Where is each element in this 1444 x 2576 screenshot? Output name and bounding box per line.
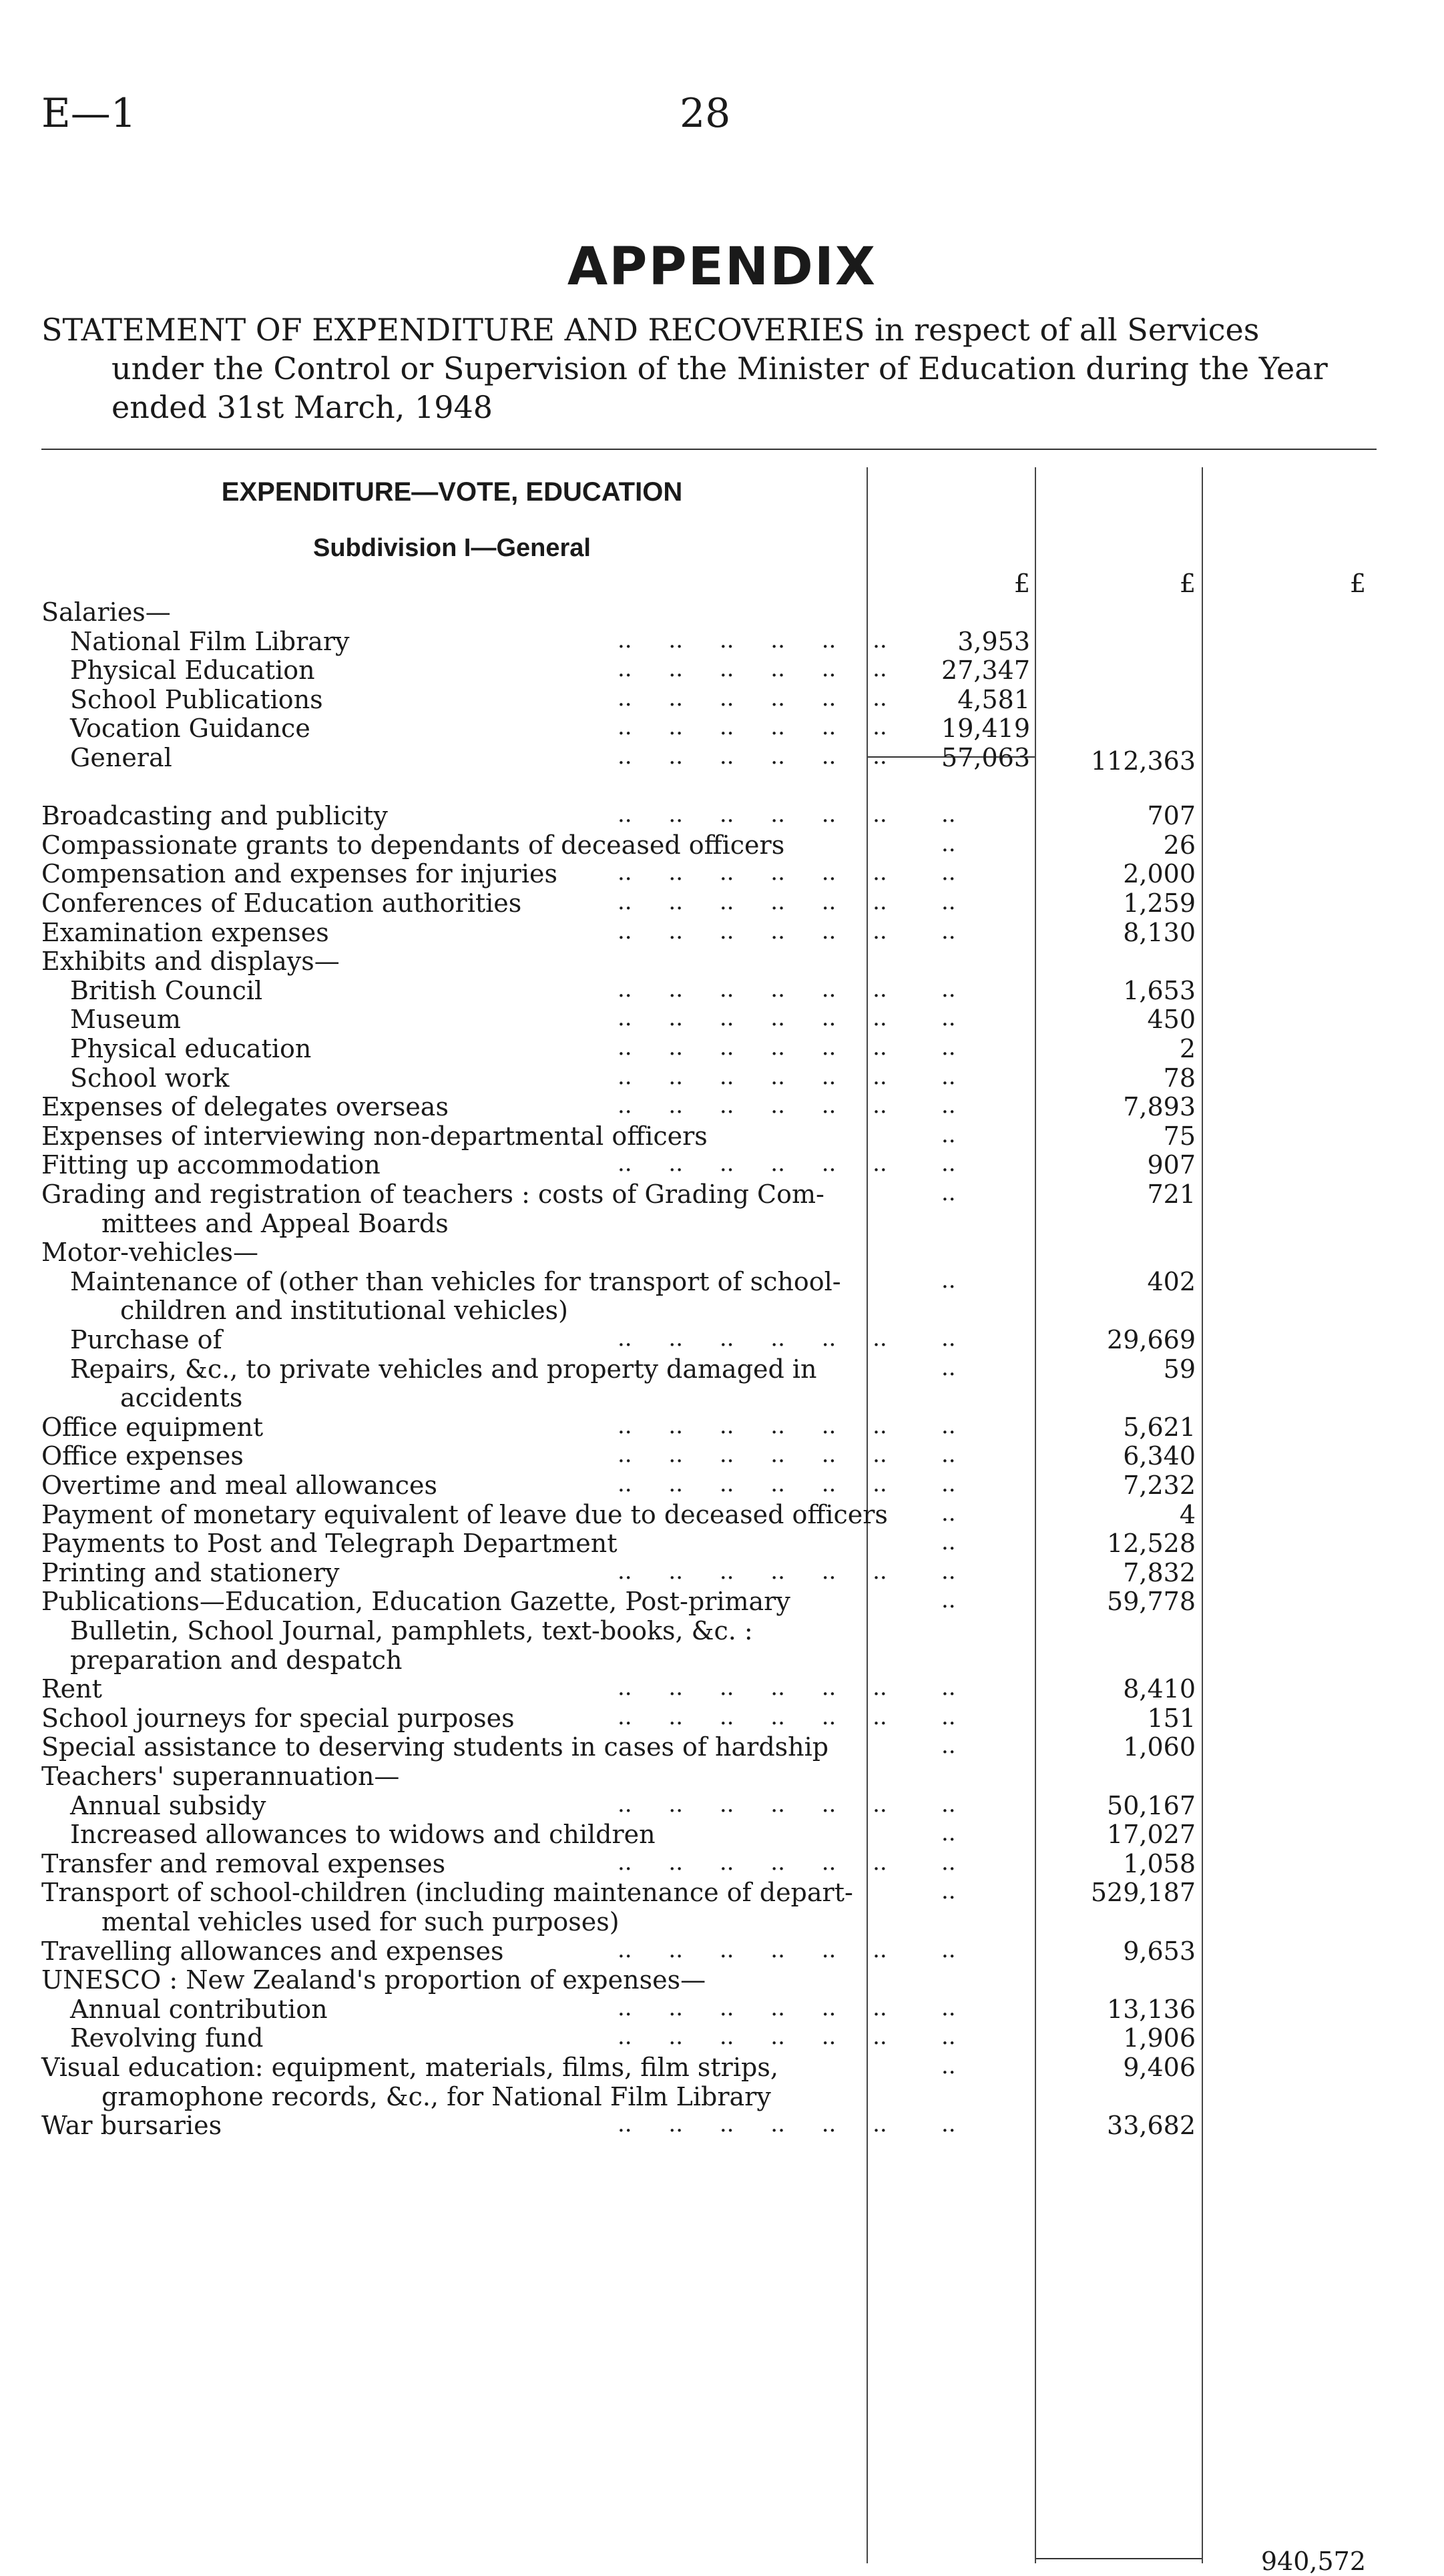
leader-dots: .. .. .. .. .. .. — [618, 656, 887, 682]
table-row — [0, 1354, 1444, 1384]
nil-marker: .. — [941, 888, 956, 915]
section-title: EXPENDITURE—VOTE, EDUCATION — [221, 477, 683, 507]
table-row — [0, 947, 1444, 976]
row-label: War bursaries — [41, 2111, 222, 2140]
table-row — [0, 1238, 1444, 1267]
row-label: Office equipment — [41, 1412, 264, 1442]
nil-marker: .. — [941, 976, 956, 1003]
leader-dots: .. .. .. .. .. .. — [618, 685, 887, 712]
statement-line-2: under the Control or Supervision of the Minister of Education during the Year — [111, 350, 1328, 387]
table-row — [0, 1587, 1444, 1616]
row-label: Examination expenses — [41, 918, 329, 947]
table-row — [0, 1005, 1444, 1034]
table-row — [0, 1645, 1444, 1675]
row-amount: 59 — [1163, 1354, 1196, 1384]
table-row — [0, 1558, 1444, 1587]
leader-dots: .. .. .. .. .. .. — [618, 1092, 887, 1119]
row-label: Payments to Post and Telegraph Department — [41, 1529, 618, 1558]
appendix-title: APPENDIX — [567, 237, 877, 297]
row-label: gramophone records, &c., for National Film Library — [101, 2082, 771, 2111]
nil-marker: .. — [941, 1180, 956, 1206]
table-row — [0, 1471, 1444, 1500]
table-row — [0, 1674, 1444, 1704]
table-row — [0, 1937, 1444, 1966]
table-row — [0, 1995, 1444, 2024]
row-amount: 29,669 — [1107, 1325, 1196, 1354]
nil-marker: .. — [941, 1937, 956, 1963]
row-amount: 78 — [1163, 1063, 1196, 1093]
row-label: Special assistance to deserving students in cases of hardship — [41, 1732, 829, 1762]
leader-dots: .. .. .. .. .. .. — [618, 1005, 887, 1031]
table-row — [0, 1616, 1444, 1645]
nil-marker: .. — [941, 1267, 956, 1294]
row-label: Expenses of delegates overseas — [41, 1092, 449, 1121]
nil-marker: .. — [941, 1849, 956, 1876]
row-label: Conferences of Education authorities — [41, 888, 522, 918]
row-label: British Council — [70, 976, 263, 1005]
leader-dots: .. .. .. .. .. .. — [618, 1063, 887, 1090]
leader-dots: .. .. .. .. .. .. — [618, 627, 887, 654]
table-row — [0, 1500, 1444, 1529]
nil-marker: .. — [941, 918, 956, 945]
row-amount: 50,167 — [1107, 1791, 1196, 1820]
row-label: children and institutional vehicles) — [120, 1296, 568, 1325]
row-label: National Film Library — [70, 627, 350, 656]
table-row — [0, 830, 1444, 860]
row-amount: 7,832 — [1123, 1558, 1196, 1587]
row-label: Office expenses — [41, 1441, 244, 1471]
leader-dots: .. .. .. .. .. .. — [618, 1441, 887, 1468]
row-amount: 27,347 — [941, 656, 1030, 685]
currency-header-col1: £ — [1013, 569, 1030, 598]
statement-line-1: STATEMENT OF EXPENDITURE AND RECOVERIES in respect of all Services — [41, 312, 1260, 348]
row-amount: 4 — [1179, 1500, 1196, 1529]
row-label: Annual subsidy — [70, 1791, 266, 1820]
page-number: 28 — [680, 90, 731, 137]
table-row — [0, 1849, 1444, 1878]
table-row — [0, 772, 1444, 802]
currency-header-col2: £ — [1179, 569, 1196, 598]
row-label: Publications—Education, Education Gazette, Post-primary — [41, 1587, 790, 1616]
nil-marker: .. — [941, 1441, 956, 1468]
row-amount: 8,410 — [1123, 1674, 1196, 1704]
table-row — [0, 1762, 1444, 1791]
leader-dots: .. .. .. .. .. .. — [618, 1325, 887, 1352]
salaries-total: 112,363 — [1090, 746, 1196, 776]
nil-marker: .. — [941, 2053, 956, 2079]
row-label: Overtime and meal allowances — [41, 1471, 438, 1500]
nil-marker: .. — [941, 1325, 956, 1352]
row-label: Travelling allowances and expenses — [41, 1937, 504, 1966]
row-label: Compensation and expenses for injuries — [41, 859, 557, 888]
table-row — [0, 685, 1444, 714]
table-row — [0, 627, 1444, 656]
table-row — [0, 597, 1444, 627]
nil-marker: .. — [941, 2023, 956, 2050]
statement-heading — [41, 310, 1377, 427]
nil-marker: .. — [941, 1092, 956, 1119]
nil-marker: .. — [941, 1878, 956, 1904]
row-label: accidents — [120, 1383, 243, 1412]
leader-dots: .. .. .. .. .. .. — [618, 714, 887, 740]
row-label: Expenses of interviewing non-departmental officers — [41, 1121, 708, 1151]
row-label: Purchase of — [70, 1325, 222, 1354]
table-row — [0, 1965, 1444, 1995]
table-row — [0, 1704, 1444, 1733]
nil-marker: .. — [941, 1354, 956, 1381]
row-amount: 5,621 — [1123, 1412, 1196, 1442]
row-amount: 721 — [1147, 1180, 1196, 1209]
leader-dots: .. .. .. .. .. .. — [618, 801, 887, 828]
row-amount: 450 — [1147, 1005, 1196, 1034]
table-row — [0, 1180, 1444, 1209]
row-amount: 33,682 — [1107, 2111, 1196, 2140]
row-amount: 2,000 — [1123, 859, 1196, 888]
table-row — [0, 1820, 1444, 1849]
leader-dots: .. .. .. .. .. .. — [618, 1995, 887, 2021]
row-amount: 57,063 — [941, 743, 1030, 772]
row-label: Bulletin, School Journal, pamphlets, text-books, &c. : — [70, 1616, 753, 1645]
row-amount: 8,130 — [1123, 918, 1196, 947]
nil-marker: .. — [941, 830, 956, 857]
row-label: preparation and despatch — [70, 1645, 403, 1675]
leader-dots: .. .. .. .. .. .. — [618, 1150, 887, 1177]
row-amount: 9,406 — [1123, 2053, 1196, 2082]
leader-dots: .. .. .. .. .. .. — [618, 1849, 887, 1876]
row-amount: 26 — [1163, 830, 1196, 860]
table-row — [0, 656, 1444, 685]
row-label: Physical Education — [70, 656, 315, 685]
document-code: E—1 — [41, 90, 136, 137]
row-label: Fitting up accommodation — [41, 1150, 381, 1180]
table-row — [0, 1383, 1444, 1412]
leader-dots: .. .. .. .. .. .. — [618, 2111, 887, 2137]
leader-dots: .. .. .. .. .. .. — [618, 2023, 887, 2050]
row-label: UNESCO : New Zealand's proportion of expenses— — [41, 1965, 706, 1995]
table-row — [0, 714, 1444, 743]
row-label: Salaries— — [41, 597, 171, 627]
row-label: School work — [70, 1063, 230, 1093]
nil-marker: .. — [941, 1150, 956, 1177]
table-row — [0, 2023, 1444, 2053]
table-row — [0, 1412, 1444, 1442]
nil-marker: .. — [941, 1500, 956, 1527]
nil-marker: .. — [941, 1529, 956, 1555]
table-row — [0, 1150, 1444, 1180]
nil-marker: .. — [941, 1121, 956, 1148]
row-label: Motor-vehicles— — [41, 1238, 258, 1267]
row-label: Museum — [70, 1005, 181, 1034]
currency-header-col3: £ — [1349, 569, 1366, 598]
row-label: Rent — [41, 1674, 102, 1704]
row-amount: 707 — [1147, 801, 1196, 830]
table-row — [0, 2053, 1444, 2082]
nil-marker: .. — [941, 2111, 956, 2137]
table-row — [0, 976, 1444, 1005]
nil-marker: .. — [941, 801, 956, 828]
nil-marker: .. — [941, 1791, 956, 1818]
table-row — [0, 888, 1444, 918]
table-row — [0, 1732, 1444, 1762]
row-amount: 12,528 — [1107, 1529, 1196, 1558]
row-label: Printing and stationery — [41, 1558, 340, 1587]
row-label: Vocation Guidance — [70, 714, 310, 743]
row-label: Maintenance of (other than vehicles for transport of school- — [70, 1267, 841, 1296]
row-label: Repairs, &c., to private vehicles and property damaged in — [70, 1354, 817, 1384]
row-amount: 1,060 — [1123, 1732, 1196, 1762]
row-label: Physical education — [70, 1034, 312, 1063]
nil-marker: .. — [941, 1005, 956, 1031]
row-label: Annual contribution — [70, 1995, 328, 2024]
table-row — [0, 801, 1444, 830]
table-row — [0, 1296, 1444, 1325]
table-row — [0, 1325, 1444, 1354]
subdivision-title: Subdivision I—General — [313, 534, 591, 562]
leader-dots: .. .. .. .. .. .. — [618, 1704, 887, 1730]
row-label: Exhibits and displays— — [41, 947, 340, 976]
row-label: Payment of monetary equivalent of leave due to deceased officers — [41, 1500, 888, 1529]
row-amount: 1,653 — [1123, 976, 1196, 1005]
table-row — [0, 1209, 1444, 1238]
nil-marker: .. — [941, 1471, 956, 1497]
row-amount: 75 — [1163, 1121, 1196, 1151]
row-amount: 17,027 — [1107, 1820, 1196, 1849]
row-label: Transfer and removal expenses — [41, 1849, 446, 1878]
row-amount: 3,953 — [957, 627, 1030, 656]
nil-marker: .. — [941, 1034, 956, 1061]
row-label: Revolving fund — [70, 2023, 264, 2053]
nil-marker: .. — [941, 1820, 956, 1846]
row-amount: 4,581 — [957, 685, 1030, 714]
nil-marker: .. — [941, 1412, 956, 1439]
row-amount: 1,906 — [1123, 2023, 1196, 2053]
leader-dots: .. .. .. .. .. .. — [618, 918, 887, 945]
table-row — [0, 1034, 1444, 1063]
leader-dots: .. .. .. .. .. .. — [618, 888, 887, 915]
row-amount: 19,419 — [941, 714, 1030, 743]
leader-dots: .. .. .. .. .. .. — [618, 976, 887, 1003]
table-row — [0, 918, 1444, 947]
nil-marker: .. — [941, 1063, 956, 1090]
nil-marker: .. — [941, 1674, 956, 1701]
table-row — [0, 859, 1444, 888]
table-row — [0, 1878, 1444, 1907]
row-label: mental vehicles used for such purposes) — [101, 1907, 620, 1937]
row-label: General — [70, 743, 172, 772]
row-amount: 59,778 — [1107, 1587, 1196, 1616]
row-amount: 13,136 — [1107, 1995, 1196, 2024]
nil-marker: .. — [941, 1587, 956, 1613]
table-row — [0, 743, 1444, 772]
row-amount: 529,187 — [1090, 1878, 1196, 1907]
grand-total: 940,572 — [1260, 2547, 1366, 2576]
row-label: Increased allowances to widows and children — [70, 1820, 656, 1849]
row-label: Transport of school-children (including maintenance of depart- — [41, 1878, 853, 1907]
leader-dots: .. .. .. .. .. .. — [618, 1471, 887, 1497]
row-label: School journeys for special purposes — [41, 1704, 515, 1733]
table-row — [0, 1791, 1444, 1820]
leader-dots: .. .. .. .. .. .. — [618, 1791, 887, 1818]
nil-marker: .. — [941, 1995, 956, 2021]
table-row — [0, 1063, 1444, 1093]
row-amount: 907 — [1147, 1150, 1196, 1180]
row-amount: 1,259 — [1123, 888, 1196, 918]
row-amount: 402 — [1147, 1267, 1196, 1296]
table-row — [0, 1121, 1444, 1151]
leader-dots: .. .. .. .. .. .. — [618, 1674, 887, 1701]
leader-dots: .. .. .. .. .. .. — [618, 1034, 887, 1061]
row-label: Broadcasting and publicity — [41, 801, 388, 830]
leader-dots: .. .. .. .. .. .. — [618, 743, 887, 770]
table-row — [0, 1267, 1444, 1296]
table-row — [0, 1907, 1444, 1937]
leader-dots: .. .. .. .. .. .. — [618, 859, 887, 886]
nil-marker: .. — [941, 1558, 956, 1585]
row-amount: 6,340 — [1123, 1441, 1196, 1471]
column-total-rule — [1036, 2558, 1202, 2559]
row-label: mittees and Appeal Boards — [101, 1209, 449, 1238]
leader-dots: .. .. .. .. .. .. — [618, 1558, 887, 1585]
nil-marker: .. — [941, 1704, 956, 1730]
row-amount: 9,653 — [1123, 1937, 1196, 1966]
nil-marker: .. — [941, 859, 956, 886]
nil-marker: .. — [941, 1732, 956, 1759]
table-row — [0, 1529, 1444, 1558]
table-row — [0, 1441, 1444, 1471]
leader-dots: .. .. .. .. .. .. — [618, 1937, 887, 1963]
row-label: Grading and registration of teachers : costs of Grading Com- — [41, 1180, 824, 1209]
table-row — [0, 2111, 1444, 2140]
leader-dots: .. .. .. .. .. .. — [618, 1412, 887, 1439]
row-amount: 1,058 — [1123, 1849, 1196, 1878]
row-label: Teachers' superannuation— — [41, 1762, 400, 1791]
statement-line-3: ended 31st March, 1948 — [111, 389, 493, 425]
row-label: Compassionate grants to dependants of deceased officers — [41, 830, 785, 860]
row-amount: 151 — [1147, 1704, 1196, 1733]
table-row — [0, 1092, 1444, 1121]
row-label: Visual education: equipment, materials, films, film strips, — [41, 2053, 778, 2082]
row-amount: 2 — [1179, 1034, 1196, 1063]
row-amount: 7,232 — [1123, 1471, 1196, 1500]
top-rule — [41, 449, 1377, 450]
row-amount: 7,893 — [1123, 1092, 1196, 1121]
table-row — [0, 2082, 1444, 2111]
row-label: School Publications — [70, 685, 323, 714]
